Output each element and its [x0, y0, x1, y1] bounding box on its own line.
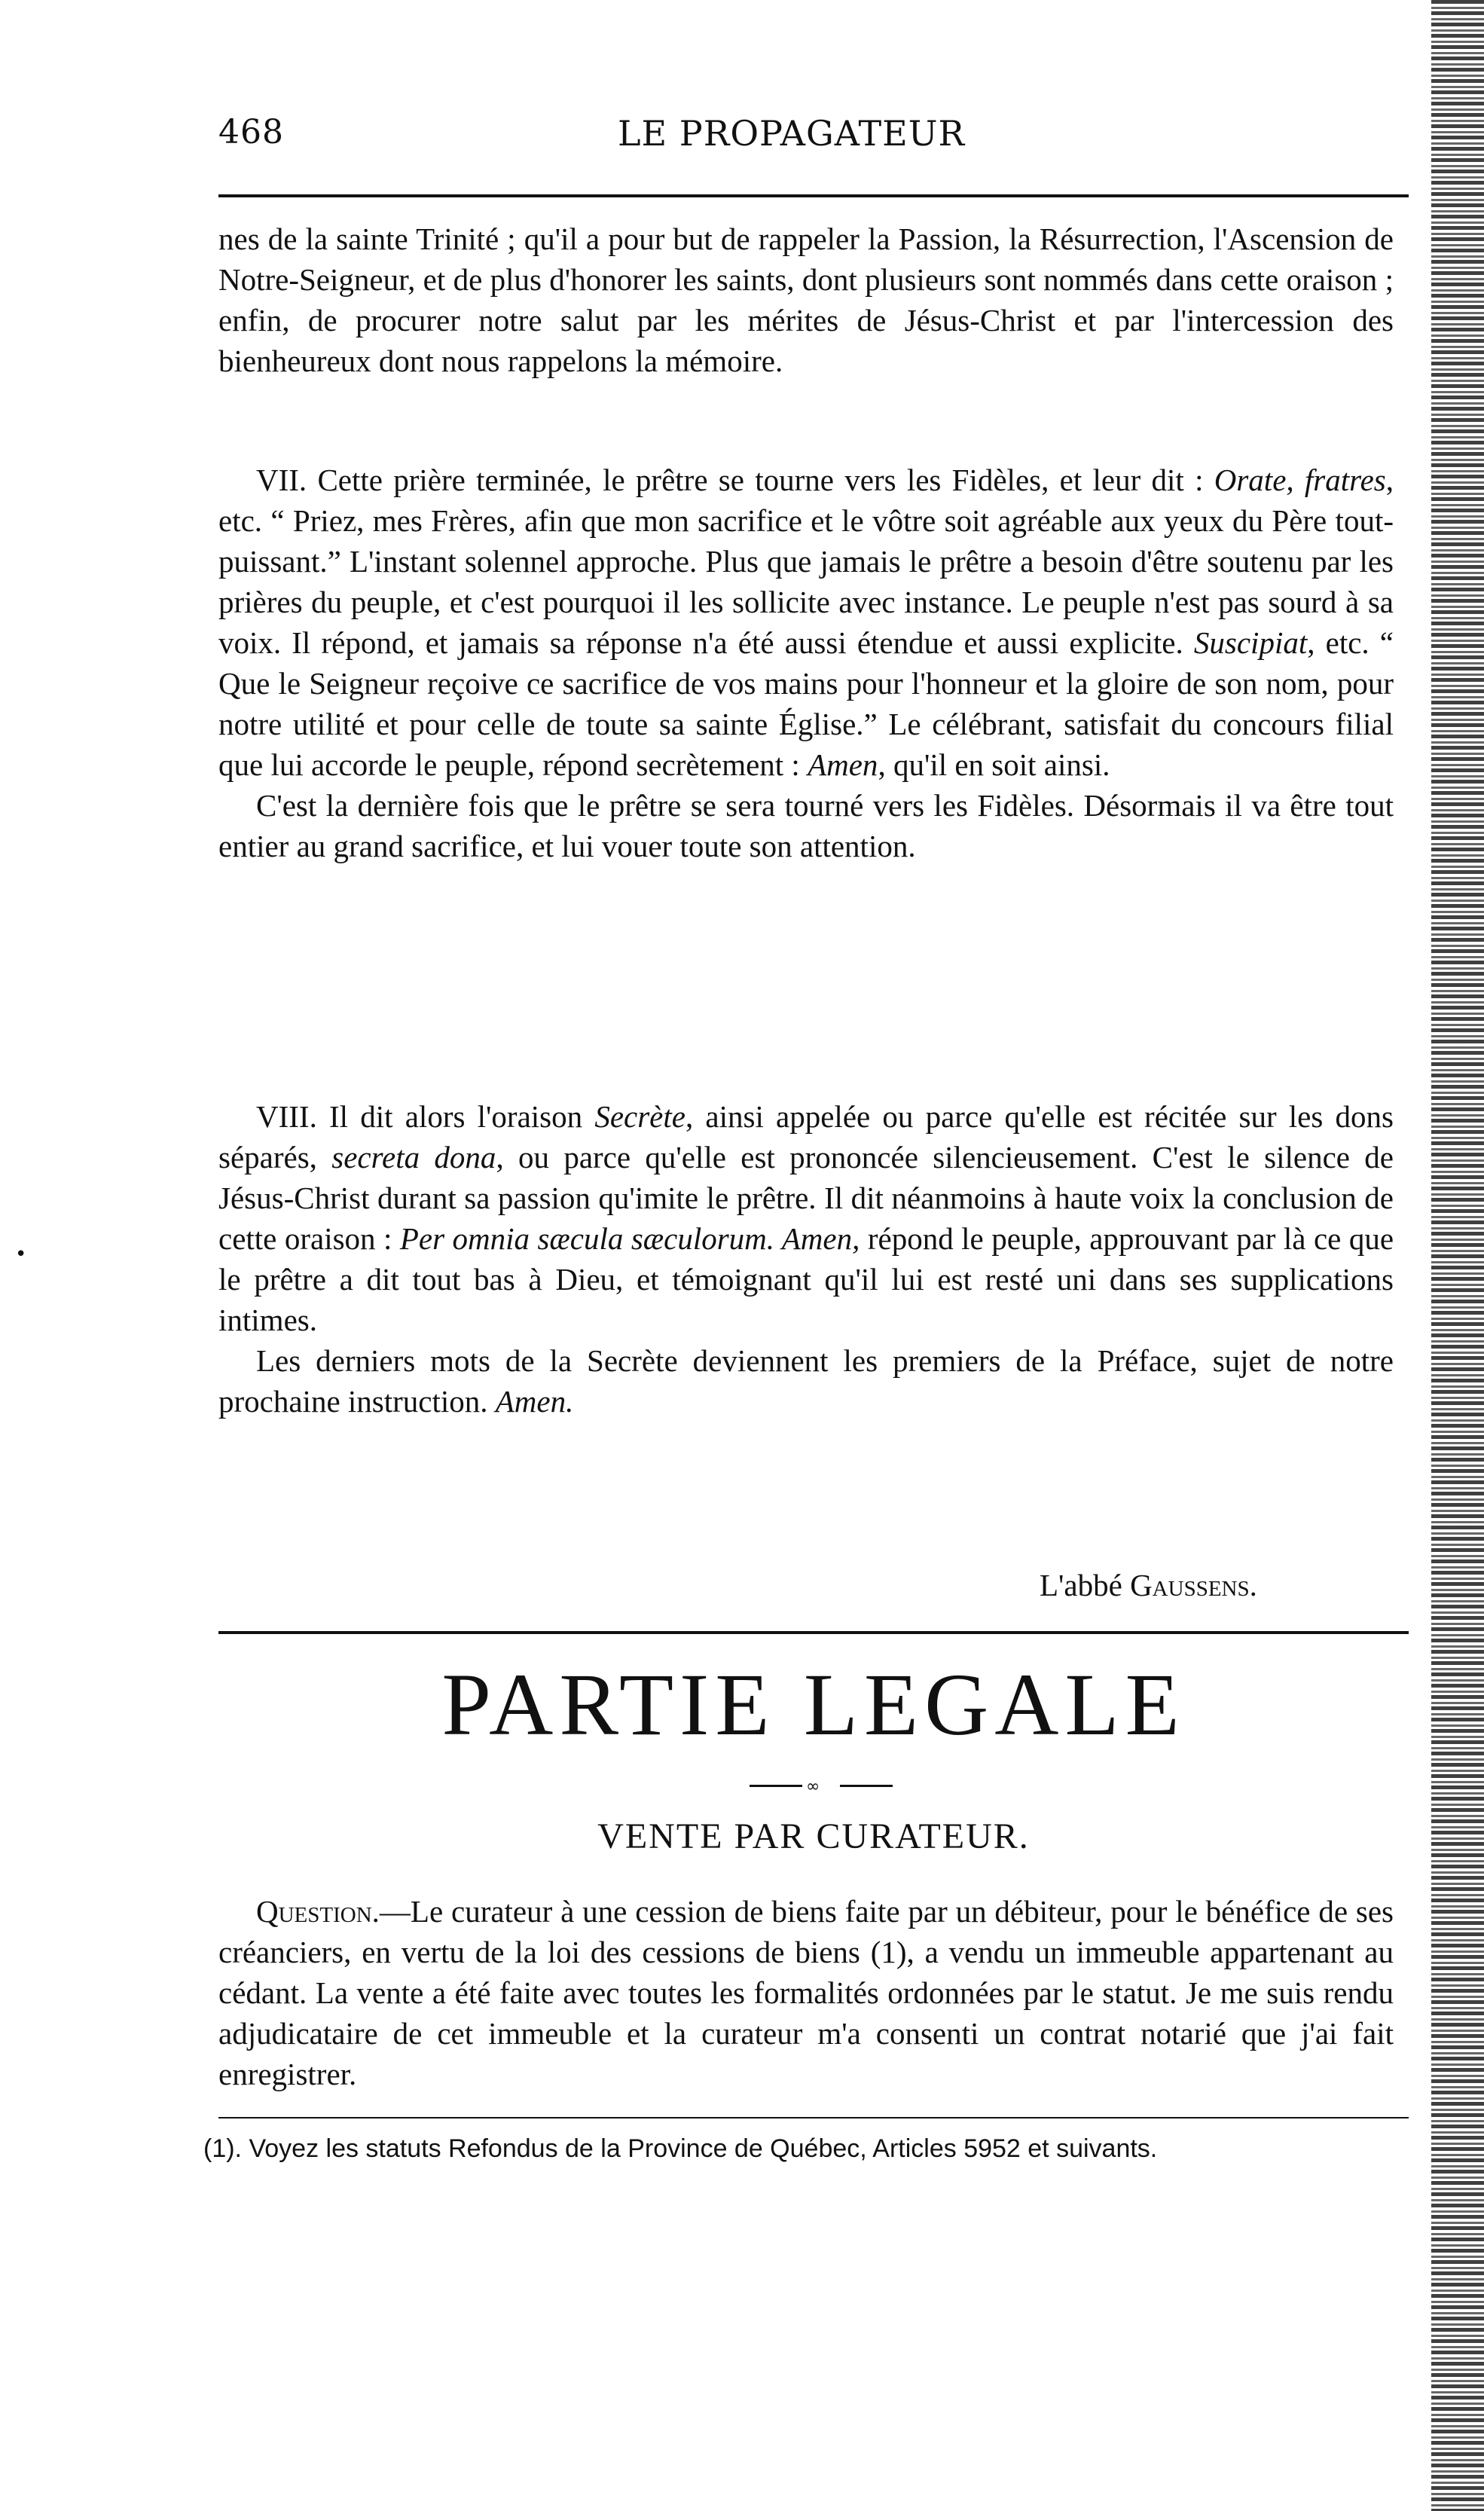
text-block-question: [218, 1891, 1394, 2094]
paragraph-closing: [218, 1340, 1394, 1422]
text-run: , etc. “ Que le Seigneur reçoive ce sacrifice de vos mains pour l'honneur et la gloire de son nom, pour notre utilité et pour celle de toute sa sainte Église.” Le célébrant, satisfait du concours filial que lui accorde le peuple, répond secrètement :: [218, 625, 1394, 782]
ornament-divider: [750, 1777, 893, 1796]
signature: [1040, 1567, 1257, 1603]
paragraph-vii: [218, 460, 1394, 785]
header-rule: [218, 194, 1409, 197]
margin-mark: •: [15, 1243, 27, 1266]
text-run: , qu'il en soit ainsi.: [878, 747, 1110, 782]
paragraph: C'est la dernière fois que le prêtre se sera tourné vers les Fidèles. Désormais il va être tout entier au grand sacrifice, et lui vouer toute son attention.: [218, 788, 1394, 863]
section-rule: [218, 1631, 1409, 1634]
text-block-section-viii: [218, 1096, 1394, 1422]
ornament-line-left: [750, 1785, 802, 1787]
paragraph-question: [218, 1891, 1394, 2094]
paragraph: nes de la sainte Trinité ; qu'il a pour but de rappeler la Passion, la Résurrection, l'Ascension de Notre-Seigneur, et de plus d'honorer les saints, dont plusieurs sont nommés dans cette oraison ; enfin, de procurer notre salut par les mérites de Jésus-Christ et par l'intercession des bienheureux dont nous rappelons la mémoire.: [218, 221, 1394, 378]
section-title: PARTIE LEGALE: [441, 1655, 1186, 1754]
text-run: répond le peuple, approuvant par là ce que le prêtre a dit tout bas à Dieu, et témoignant qu'il lui est resté uni dans ses supplications intimes.: [218, 1221, 1394, 1337]
text-run: VIII. Il dit alors l'oraison: [256, 1099, 595, 1134]
signature-name: Gaussens.: [1130, 1568, 1257, 1602]
running-title: LE PROPAGATEUR: [618, 113, 966, 154]
ornament-line-right: [840, 1785, 893, 1787]
italic-latin: Secrète: [594, 1099, 686, 1134]
text-run: VII. Cette prière terminée, le prêtre se tourne vers les Fidèles, et leur dit :: [256, 463, 1214, 497]
text-run: —Le curateur à une cession de biens faite par un débiteur, pour le bénéfice de ses créanciers, en vertu de la loi des cessions de biens (1), a vendu un immeuble appartenant au cédant. La vente a été faite avec toutes les formalités ordonnées par le statut. Je me suis rendu adjudicataire de cet immeuble et la curateur m'a consenti un contrat notarié que j'ai fait enregistrer.: [218, 1894, 1394, 2091]
page-edge-decoration: [1431, 0, 1484, 2511]
italic-latin: Orate, fratres: [1214, 463, 1386, 497]
italic-latin: secreta dona: [331, 1140, 496, 1175]
text-run: , ainsi appelée ou parce qu'elle est récitée sur les dons séparés,: [218, 1099, 1394, 1175]
text-run: , ou parce qu'elle est prononcée silencieusement. C'est le silence de Jésus-Christ durant sa passion qu'imite le prêtre. Il dit néanmoins à haute voix la conclusion de cette oraison :: [218, 1140, 1394, 1256]
footnote: (1). Voyez les statuts Refondus de la Province de Québec, Articles 5952 et suivants.: [203, 2134, 1158, 2163]
ornament-knot-icon: ∞: [806, 1777, 820, 1796]
italic-latin: Suscipiat: [1193, 625, 1308, 660]
text-run: , etc. “ Priez, mes Frères, afin que mon sacrifice et le vôtre soit agréable aux yeux du Père tout-puissant.” L'instant solennel approche. Plus que jamais le prêtre a besoin d'être soutenu par les prières du peuple, et c'est pourquoi il les sollicite avec instance. Le peuple n'est pas sourd à sa voix. Il répond, et jamais sa réponse n'a été aussi étendue et aussi explicite.: [218, 463, 1394, 660]
italic-latin: Amen: [808, 747, 878, 782]
italic-latin: Per omnia sæcula sæculorum. Amen,: [399, 1221, 860, 1256]
page-number: 468: [218, 113, 284, 151]
text-block-section-vii: [218, 460, 1394, 866]
section-subtitle: VENTE PAR CURATEUR.: [597, 1816, 1030, 1856]
signature-prefix: L'abbé: [1040, 1568, 1131, 1602]
footnote-rule: [218, 2117, 1409, 2118]
page-header: [218, 113, 1394, 166]
italic-amen: Amen.: [495, 1384, 574, 1419]
paragraph-viii: [218, 1096, 1394, 1340]
text-block-continuation: [218, 218, 1394, 381]
question-lead: Question.: [256, 1894, 380, 1929]
text-run: Les derniers mots de la Secrète deviennent les premiers de la Préface, sujet de notre prochaine instruction.: [218, 1343, 1394, 1419]
